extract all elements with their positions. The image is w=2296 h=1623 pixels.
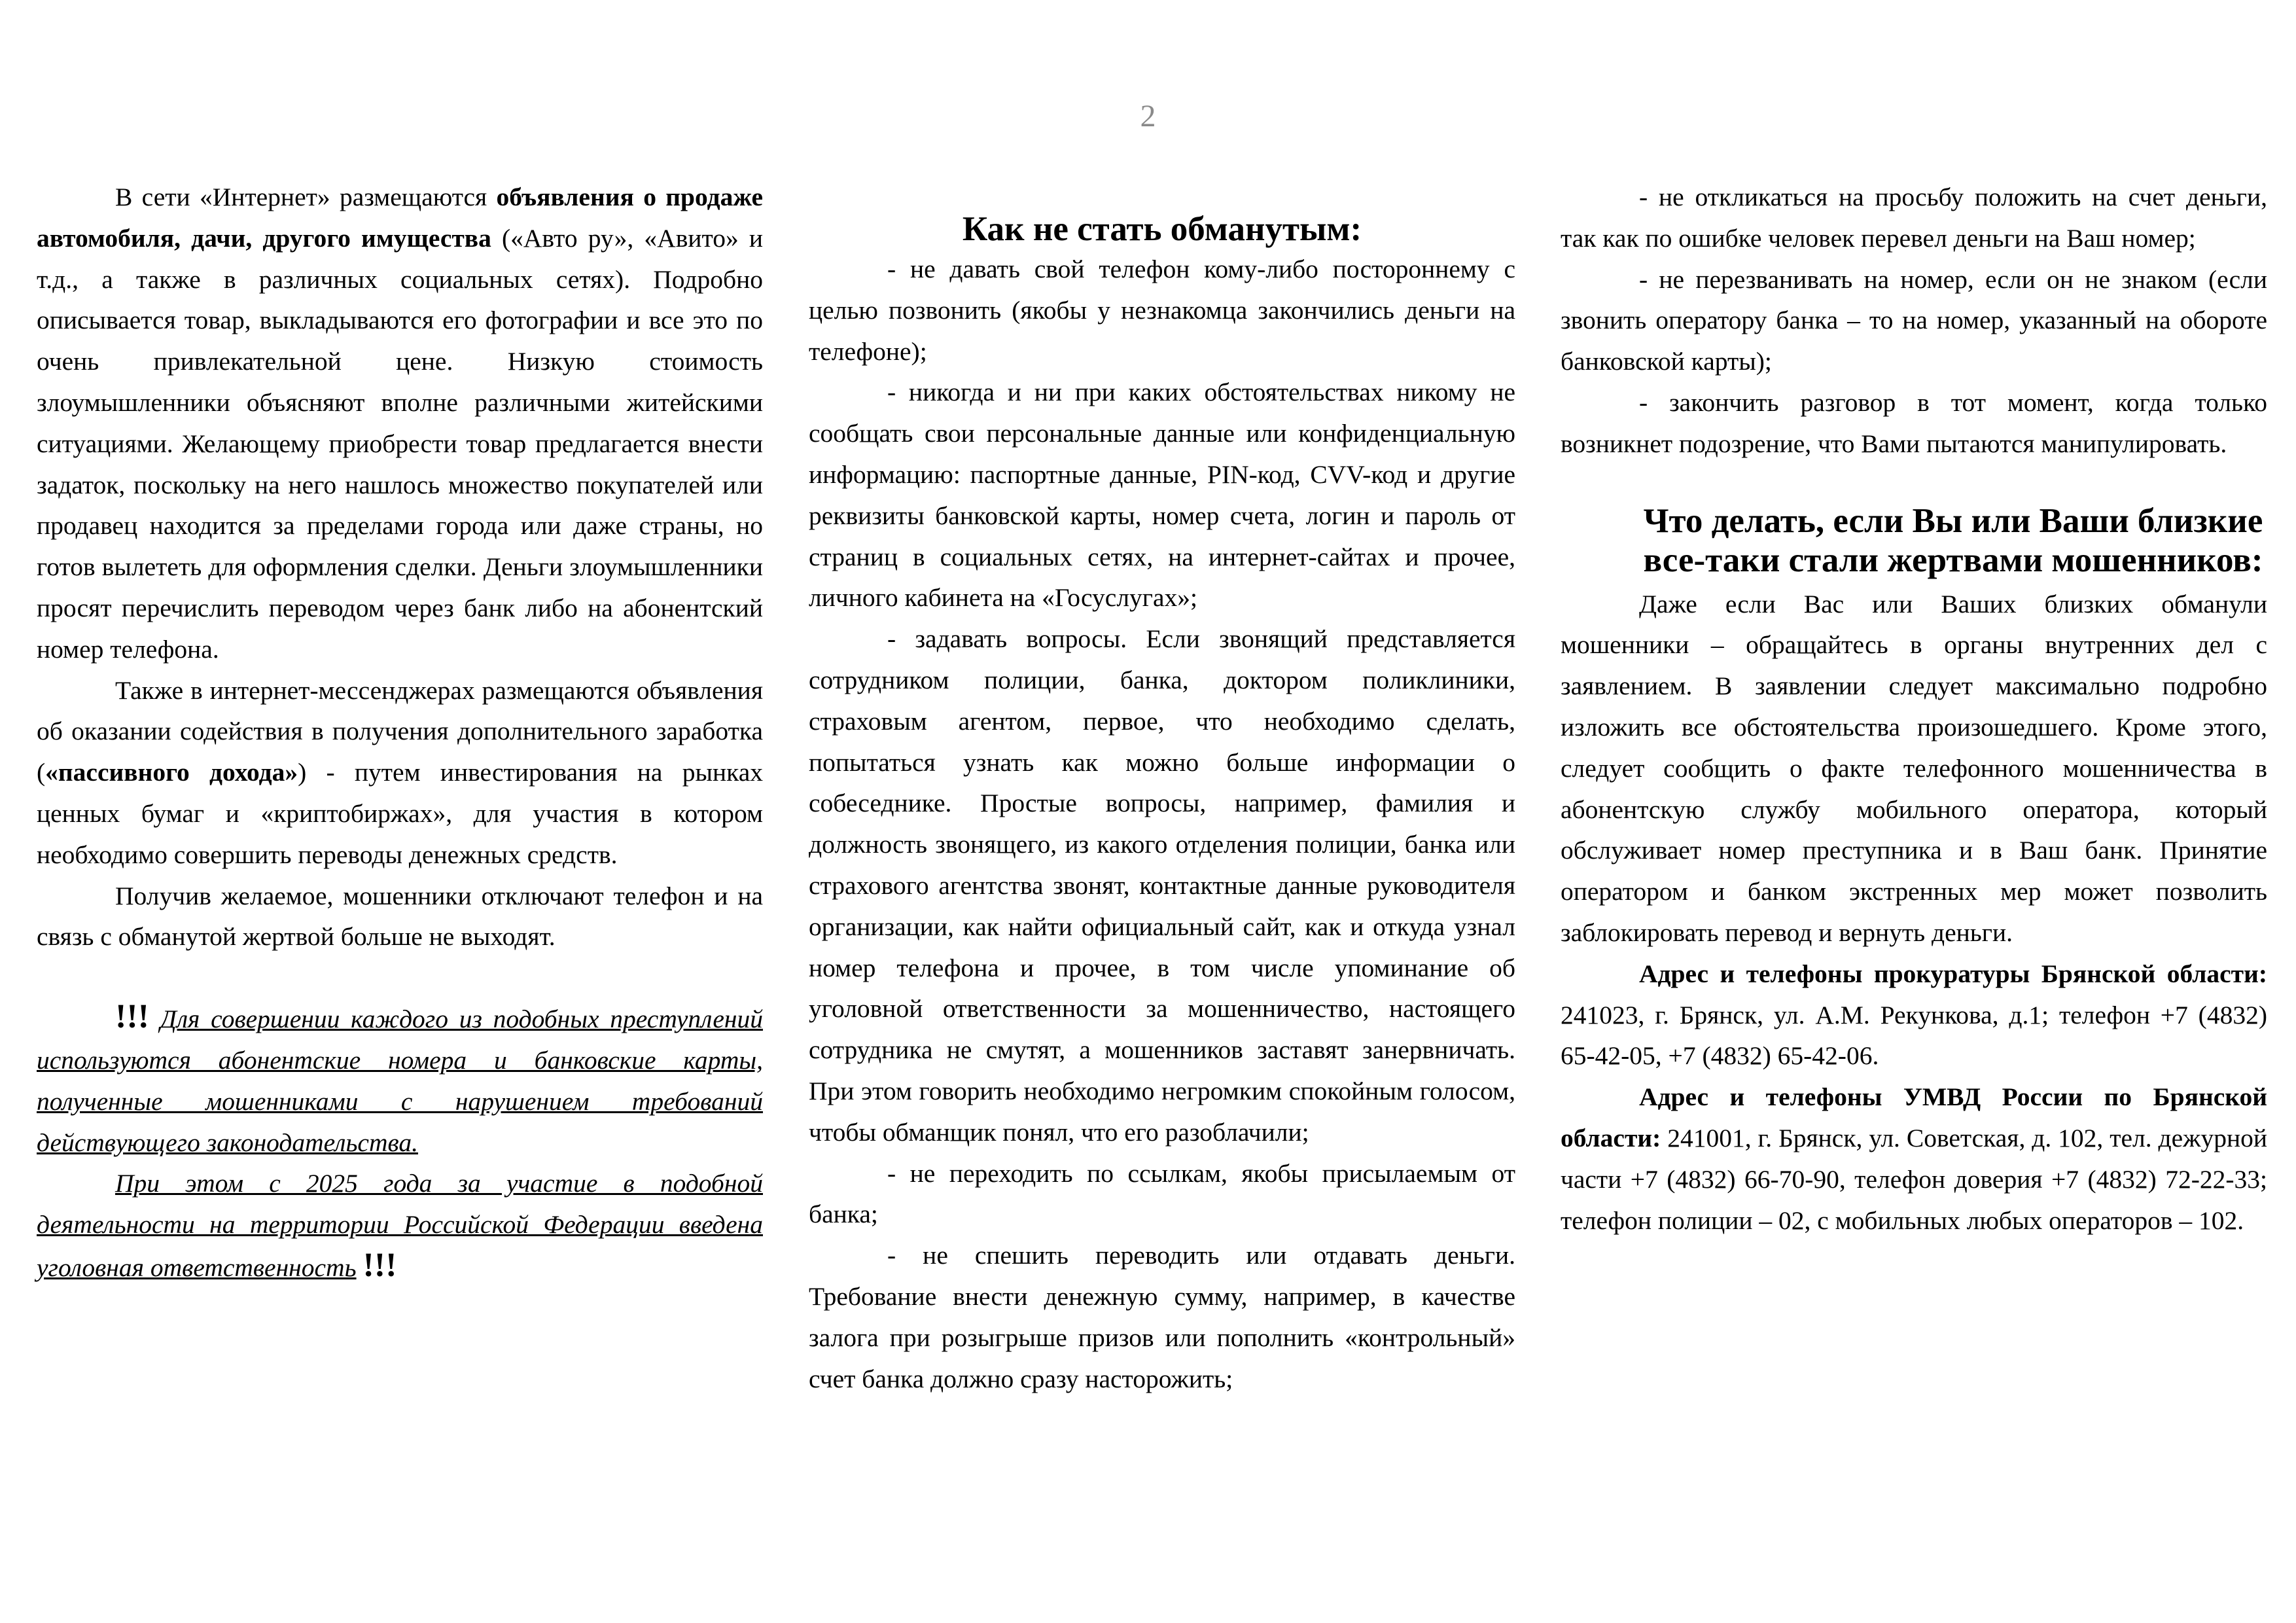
text: Также в интернет-мессенджерах размещаются объявления об оказании содействия в получения дополнительного заработка (: [37, 675, 763, 787]
column-right: [1561, 177, 2267, 1241]
page-number: 2: [1140, 99, 1156, 134]
text: («Авто ру», «Авито» и т.д., а также в различных социальных сетях). Подробно описывается товар, выкладываются его фотографии и все это по очень привлекательной цене. Низкую стоимость злоумышленники объясняют вполне различными житейскими ситуациями. Желающему приобрести товар предлагается внести задаток, поскольку на него нашлось множество покупателей или продавец находится за пределами города или даже страны, но готов вылететь для оформления сделки. Деньги злоумышленники просят перечислить переводом через банк либо на абонентский номер телефона.: [37, 223, 763, 664]
umvd-label: Адрес и телефоны УМВД России по Брянской области:: [1561, 1082, 2267, 1152]
umvd-contacts: [1561, 1077, 2267, 1241]
advice-item: - не давать свой телефон кому-либо постороннему с целью позвонить (якобы у незнакомца закончились деньги на телефоне);: [809, 255, 1515, 366]
paragraph-result: Получив желаемое, мошенники отключают телефон и на связь с обманутой жертвой больше не выходят.: [37, 881, 763, 952]
paragraph-messengers: [37, 670, 763, 876]
exclamation-mark: !!!: [115, 998, 149, 1036]
text: ) - путем инвестирования на рынках ценных бумаг и «криптобиржах», для участия в котором необходимо совершить переводы денежных средств.: [37, 758, 763, 869]
column-middle: [809, 177, 1515, 1399]
advice-item: - не откликаться на просьбу положить на счет деньги, так как по ошибке человек перевел деньги на Ваш номер;: [1561, 183, 2267, 253]
warning-text-2: При этом с 2025 года за участие в подобной деятельности на территории Российской Федерации введена уголовная ответственность: [37, 1169, 763, 1282]
prosecutor-label: Адрес и телефоны прокуратуры Брянской области:: [1639, 959, 2267, 988]
column-left: [37, 177, 763, 1289]
paragraph-ads: [37, 177, 763, 670]
bold-text: «пассивного дохода»: [45, 758, 298, 787]
prosecutor-contacts: [1561, 954, 2267, 1077]
advice-item: - никогда и ни при каких обстоятельствах никому не сообщать свои персональные данные или конфиденциальную информацию: паспортные данные, PIN-код, CVV-код и другие реквизиты банковской карты, номер счета, логин и пароль от страниц в социальных сетях, на интернет-сайтах и прочее, личного кабинета на «Госуслугах»;: [809, 378, 1515, 613]
prosecutor-text: 241023, г. Брянск, ул. А.М. Рекункова, д.1; телефон +7 (4832) 65-42-05, +7 (4832) 65-42-06.: [1561, 1000, 2267, 1071]
umvd-text: 241001, г. Брянск, ул. Советская, д. 102, тел. дежурной части +7 (4832) 66-70-90, телефон доверия +7 (4832) 72-22-33; телефон полиции – 02, с мобильных любых операторов – 102.: [1561, 1123, 2267, 1235]
exclamation-mark-end: !!!: [362, 1246, 397, 1284]
advice-item: - не переходить по ссылкам, якобы присылаемым от банка;: [809, 1158, 1515, 1229]
warning-paragraph-2: [37, 1163, 763, 1288]
advice-item: - не спешить переводить или отдавать деньги. Требование внести денежную сумму, например, в качестве залога при розыгрыше призов или пополнить «контрольный» счет банка должно сразу насторожить;: [809, 1241, 1515, 1393]
heading-how-not-to-be-deceived: Как не стать обманутым:: [962, 210, 1362, 248]
text: В сети «Интернет» размещаются: [115, 183, 497, 211]
warning-text: Для совершении каждого из подобных преступлений используются абонентские номера и банковские карты, полученные мошенниками с нарушением требований действующего законодательства.: [37, 1005, 764, 1157]
advice-item: - закончить разговор в тот момент, когда только возникнет подозрение, что Вами пытаются манипулировать.: [1561, 387, 2267, 458]
advice-item: - задавать вопросы. Если звонящий представляется сотрудником полиции, банка, доктором поликлиники, страховым агентом, первое, что необходимо сделать, попытаться узнать как можно больше информации о собеседнике. Простые вопросы, например, фамилия и должность звонящего, из какого отделения полиции, банка или страхового агентства звонят, контактные данные руководителя организации, как найти официальный сайт, как и откуда узнал номер телефона и прочее, в том числе упоминание об уголовной ответственности за мошенничество, настоящего сотрудника не смутят, а мошенников заставят занервничать. При этом говорить необходимо негромким спокойным голосом, чтобы обманщик понял, что его разоблачили;: [809, 624, 1515, 1147]
bold-text: объявления о продаже автомобиля, дачи, другого имущества: [37, 183, 764, 253]
advice-item: - не перезванивать на номер, если он не знаком (если звонить оператору банка – то на номер, указанный на обороте банковской карты);: [1561, 264, 2267, 376]
warning-paragraph: [37, 997, 763, 1163]
heading-what-to-do: Что делать, если Вы или Ваши близкие все-таки стали жертвами мошенников:: [1643, 501, 2263, 579]
paragraph-victims: Даже если Вас или Ваших близких обманули мошенники – обращайтесь в органы внутренних дел с заявлением. В заявлении следует максимально подробно изложить все обстоятельства произошедшего. Кроме этого, следует сообщить о факте телефонного мошенничества в абонентскую службу мобильного оператора, который обслуживает номер преступника и в Ваш банк. Принятие оператором и банком экстренных мер может позволить заблокировать перевод и вернуть деньги.: [1561, 589, 2267, 947]
